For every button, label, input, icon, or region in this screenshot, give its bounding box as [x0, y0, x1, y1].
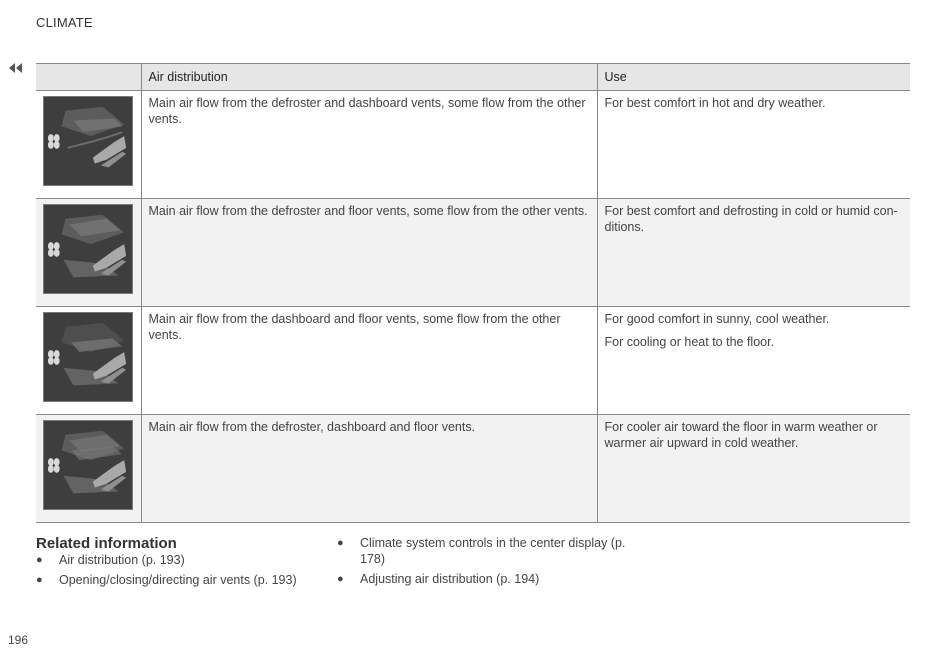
related-link[interactable]: [337, 535, 627, 567]
table-header-row: [36, 64, 910, 91]
related-link[interactable]: [36, 572, 326, 588]
header-cell-use: Use: [597, 64, 910, 91]
airflow-dashboard-floor-icon: [43, 312, 133, 402]
related-information-heading: Related information: [36, 535, 177, 552]
related-links-right: [337, 535, 627, 591]
bullet-icon: ●: [337, 573, 344, 585]
table-row: [36, 415, 910, 523]
bullet-icon: ●: [36, 574, 43, 586]
related-link-label[interactable]: Air distribution (p. 193): [59, 553, 185, 567]
icon-cell: [36, 91, 141, 199]
use-text: For best comfort and defrosting in cold or humid conditions.: [604, 204, 898, 234]
related-link[interactable]: [36, 552, 326, 568]
airflow-defrost-dashboard-icon: [43, 96, 133, 186]
icon-cell: [36, 307, 141, 415]
airflow-defrost-floor-icon: [43, 204, 133, 294]
distribution-cell: Main air flow from the dashboard and floor vents, some flow from the other vents.: [141, 307, 597, 415]
related-link-label[interactable]: Opening/closing/directing air vents (p. 193): [59, 573, 297, 587]
related-links-left: [36, 552, 326, 592]
use-text: For good comfort in sunny, cool weather.: [604, 312, 830, 326]
related-link-label[interactable]: Adjusting air distribution (p. 194): [360, 572, 540, 586]
distribution-cell: Main air flow from the defroster and floor vents, some flow from the other vents.: [141, 199, 597, 307]
table-row: [36, 91, 910, 199]
bullet-icon: ●: [337, 537, 344, 549]
use-text: For best comfort in hot and dry weather.: [604, 96, 826, 110]
icon-cell: [36, 415, 141, 523]
distribution-cell: Main air flow from the defroster, dashboard and floor vents.: [141, 415, 597, 523]
bullet-icon: ●: [36, 554, 43, 566]
use-text: For cooling or heat to the floor.: [604, 335, 775, 349]
distribution-cell: Main air flow from the defroster and dashboard vents, some flow from the other vents.: [141, 91, 597, 199]
use-cell: [597, 91, 910, 199]
air-distribution-table: [36, 63, 910, 523]
airflow-all-vents-icon: [43, 420, 133, 510]
icon-cell: [36, 199, 141, 307]
previous-page-icon[interactable]: [8, 62, 24, 74]
header-cell-icon: [36, 64, 141, 91]
section-header: CLIMATE: [36, 15, 93, 30]
use-cell: [597, 415, 910, 523]
table-row: [36, 307, 910, 415]
use-text: For cooler air toward the floor in warm weather or warmer air upward in cold weather.: [604, 420, 878, 450]
use-cell: [597, 307, 910, 415]
related-link-label[interactable]: Climate system controls in the center display (p. 178): [360, 536, 626, 566]
page-number: 196: [8, 633, 29, 647]
header-cell-air-distribution: Air distribution: [141, 64, 597, 91]
related-link[interactable]: [337, 571, 627, 587]
table-row: [36, 199, 910, 307]
use-cell: [597, 199, 910, 307]
